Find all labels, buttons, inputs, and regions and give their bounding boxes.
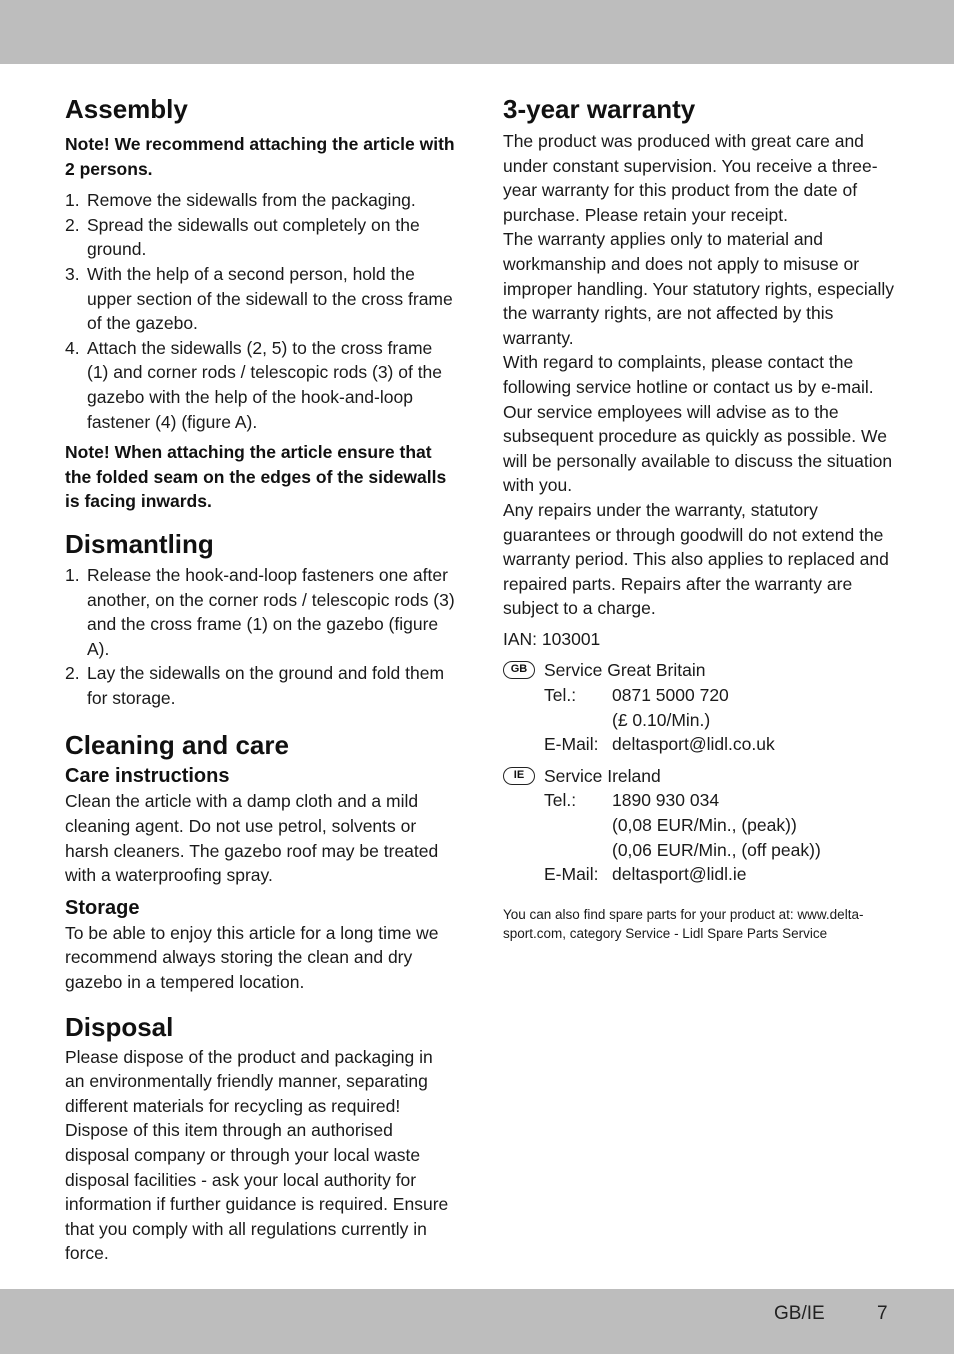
gb-badge-icon: GB [503,661,535,679]
assembly-steps [65,188,457,434]
phone-row [544,683,898,708]
email-label: E-Mail: [544,734,599,755]
phone-rate: (£ 0.10/Min.) [612,709,711,730]
phone-note-row [544,708,898,733]
care-instructions-text: Clean the article with a damp cloth and a mild cleaning agent. Do not use petrol, solvents or harsh cleaners. The gazebo roof may be treated with a waterproofing spray. [65,791,439,886]
ie-badge-icon: IE [503,767,535,785]
spare-parts-note: You can also find spare parts for your product at: www.delta-sport.com, category Service - Lidl Spare Parts Service [503,906,864,942]
phone-number: 1890 930 034 [612,790,720,811]
assembly-note-seam: Note! When attaching the article ensure that the folded seam on the edges of the sidewalls is facing inwards. [65,442,447,512]
phone-row [544,788,898,813]
dismantling-steps [65,563,457,711]
disposal-text: Please dispose of the product and packaging in an environmentally friendly manner, separating different materials for recycling as required! Dispose of this item through an authorised disposal company or through your local waste disposal facilities - ask your local authority for information if further guidance is required. Ensure that you comply with all regulations currently in force. [65,1046,449,1264]
service-name: Service Ireland [544,765,661,786]
warranty-heading: 3-year warranty [503,94,696,124]
list-item: 1. Remove the sidewalls from the packaging. [65,190,416,211]
service-great-britain [503,658,898,756]
warranty-paragraph-2: The warranty applies only to material and workmanship and does not apply to misuse or improper handling. Your statutory rights, especially the warranty rights, are not affected by this warranty. [503,229,895,348]
phone-rate-peak: (0,08 EUR/Min., (peak)) [612,815,797,836]
list-item: 2. Spread the sidewalls out completely on the ground. [65,214,420,260]
phone-note-row [544,813,898,838]
service-ireland [503,764,898,887]
cleaning-heading: Cleaning and care [65,730,289,761]
left-column [65,92,457,1266]
phone-note-row [544,838,898,863]
email-address: deltasport@lidl.co.uk [612,734,775,755]
service-name: Service Great Britain [544,660,706,681]
page-number: 7 [877,1303,888,1324]
right-column [503,92,898,944]
list-item: 1. Release the hook-and-loop fasteners one after another, on the corner rods / telescopic rods (3) and the cross frame (1) on the gazebo (figure A). [65,564,455,659]
phone-rate-offpeak: (0,06 EUR/Min., (off peak)) [612,839,821,860]
email-row [544,732,898,757]
dismantling-heading: Dismantling [65,528,214,559]
list-item: 2. Lay the sidewalls on the ground and fold them for storage. [65,663,445,708]
warranty-paragraph-1: The product was produced with great care and under constant supervision. You receive a three-year warranty for this product from the date of purchase. Please retain your receipt. [503,131,878,225]
list-item: 4. Attach the sidewalls (2, 5) to the cross frame (1) and corner rods / telescopic rods (3) of the gazebo with the help of the hook-and-loop fastener (4) (figure A). [65,337,443,432]
header-bar [0,0,954,64]
email-address: deltasport@lidl.ie [612,864,747,885]
warranty-paragraph-4: Any repairs under the warranty, statutory guarantees or through goodwill do not extend the warranty period. This also applies to replaced and repaired parts. Repairs after the warranty are subject to a charge. [503,499,889,619]
footer-language: GB/IE [774,1303,825,1324]
email-row [544,862,898,887]
ian-number: IAN: 103001 [503,628,601,649]
storage-heading: Storage [65,896,140,919]
care-instructions-heading: Care instructions [65,765,230,788]
phone-label: Tel.: [544,685,577,706]
phone-number: 0871 5000 720 [612,685,729,706]
warranty-paragraph-3: With regard to complaints, please contact the following service hotline or contact us by e-mail. Our service employees will advise as to the subsequent procedure as quickly as possible. We will be personally available to discuss the situation with you. [503,352,893,496]
assembly-note-persons: Note! We recommend attaching the article with 2 persons. [65,134,455,179]
phone-label: Tel.: [544,790,577,811]
storage-text: To be able to enjoy this article for a long time we recommend always storing the clean and dry gazebo in a tempered location. [65,922,439,993]
assembly-heading: Assembly [65,94,188,124]
disposal-heading: Disposal [65,1011,174,1042]
list-item: 3. With the help of a second person, hold the upper section of the sidewall to the cross frame of the gazebo. [65,263,453,334]
email-label: E-Mail: [544,864,599,885]
